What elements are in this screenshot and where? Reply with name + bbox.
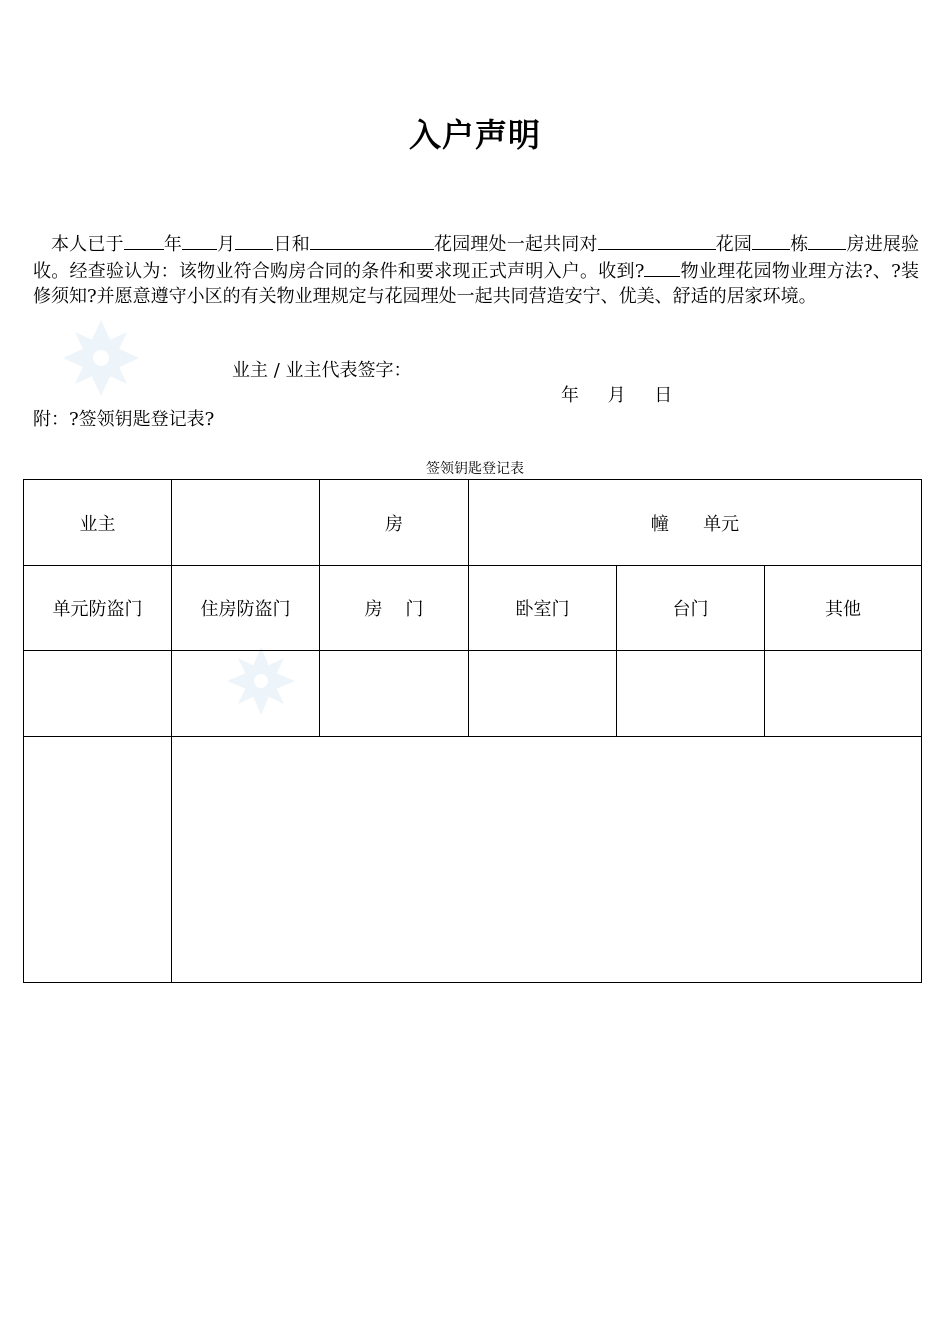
room-blank (808, 231, 846, 250)
remarks-value-cell[interactable] (172, 737, 921, 982)
paragraph-text: 月 (217, 234, 236, 255)
paragraph-text: 物业理花园物业理方法?、?装修须知?并愿意遵守小区的有关物业理规定与花园理处一起共同营造安宁、优美、舒适的居家环境。 (33, 260, 919, 307)
signature-label: 业主 / 业主代表签字： (232, 360, 412, 381)
signature-date: 年 月 日 (561, 385, 673, 406)
declaration-paragraph (33, 231, 919, 310)
paragraph-text: 房进展验收。经查验认为：该物业符合购房合同的条件和要求现正式声明入户。收到? (33, 234, 920, 282)
page-title: 入户声明 (408, 116, 541, 154)
other-value[interactable] (765, 651, 921, 736)
manual-blank (644, 258, 680, 277)
building-unit-cell: 幢 单元 (650, 513, 740, 535)
table-caption: 签领钥匙登记表 (426, 461, 524, 477)
month-blank (182, 231, 217, 250)
unit-security-door-value[interactable] (24, 651, 171, 736)
home-security-door-value[interactable] (172, 651, 319, 736)
garden-office-blank (310, 231, 434, 250)
home-security-door-header: 住房防盗门 (200, 599, 291, 620)
owner-header-cell: 业主 (79, 513, 116, 535)
table-border (921, 479, 922, 983)
day-blank (235, 231, 273, 250)
attachment-label: 附：?签领钥匙登记表? (33, 409, 215, 430)
garden-name-blank (598, 231, 716, 250)
balcony-door-header: 台门 (672, 599, 709, 620)
paragraph-text: 本人已于 (51, 234, 124, 255)
owner-value-cell[interactable] (172, 480, 319, 565)
table-border (23, 982, 922, 983)
paragraph-text: 花园理处一起共同对 (433, 234, 598, 255)
room-header-cell: 房 (385, 513, 403, 535)
paragraph-text: 栋 (790, 234, 809, 255)
building-blank (752, 231, 790, 250)
other-header: 其他 (825, 599, 861, 620)
paragraph-text: 花园 (715, 234, 753, 255)
room-door-header: 房 门 (364, 599, 424, 620)
remarks-label-cell (24, 737, 171, 982)
room-door-value[interactable] (320, 651, 468, 736)
paragraph-text: 年 (163, 234, 183, 255)
unit-security-door-header: 单元防盗门 (52, 599, 143, 620)
bedroom-door-header: 卧室门 (515, 599, 570, 620)
watermark-flower-icon (48, 318, 154, 398)
year-blank (124, 231, 164, 250)
balcony-door-value[interactable] (617, 651, 764, 736)
bedroom-door-value[interactable] (469, 651, 616, 736)
paragraph-text: 日和 (273, 234, 310, 255)
